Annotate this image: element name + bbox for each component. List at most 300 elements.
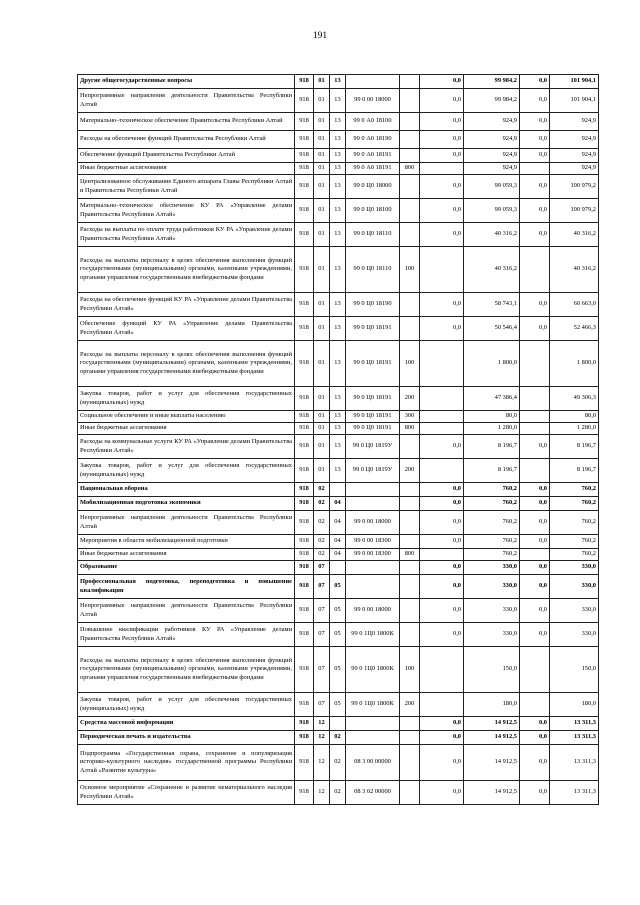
table-row — [78, 575, 599, 599]
cell-a: 918 — [295, 623, 314, 647]
cell-e — [400, 175, 420, 199]
cell-g: 924,9 — [464, 163, 520, 175]
cell-i: 760,2 — [550, 483, 599, 497]
cell-h: 0,0 — [520, 561, 550, 575]
cell-c: 13 — [330, 149, 346, 163]
cell-d: 99 0 00 18000 — [346, 89, 400, 113]
cell-f: 0,0 — [420, 149, 464, 163]
cell-e — [400, 317, 420, 341]
cell-e — [400, 199, 420, 223]
cell-f: 0,0 — [420, 317, 464, 341]
cell-d: 08 3 02 00000 — [346, 781, 400, 805]
cell-f: 0,0 — [420, 75, 464, 89]
cell-d: 99 0 Ц0 18190 — [346, 293, 400, 317]
cell-b: 01 — [314, 423, 330, 435]
cell-h — [520, 411, 550, 423]
cell-a: 918 — [295, 497, 314, 511]
cell-g: 330,0 — [464, 575, 520, 599]
cell-b: 01 — [314, 387, 330, 411]
cell-h: 0,0 — [520, 575, 550, 599]
cell-i: 13 311,3 — [550, 717, 599, 731]
cell-g: 180,0 — [464, 693, 520, 717]
cell-c: 02 — [330, 781, 346, 805]
cell-b: 01 — [314, 293, 330, 317]
budget-table — [77, 74, 599, 805]
cell-g: 760,2 — [464, 483, 520, 497]
cell-g: 40 316,2 — [464, 223, 520, 247]
cell-h: 0,0 — [520, 781, 550, 805]
cell-c: 05 — [330, 647, 346, 693]
cell-name: Обеспечение функций Правительства Республики Алтай — [78, 149, 295, 163]
cell-b: 12 — [314, 745, 330, 781]
cell-f: 0,0 — [420, 89, 464, 113]
cell-d — [346, 483, 400, 497]
cell-d — [346, 75, 400, 89]
cell-d: 99 0 Ц0 1819У — [346, 435, 400, 459]
cell-f — [420, 341, 464, 387]
cell-e — [400, 535, 420, 549]
cell-b: 01 — [314, 317, 330, 341]
cell-c: 05 — [330, 623, 346, 647]
cell-name: Другие общегосударственные вопросы — [78, 75, 295, 89]
cell-h: 0,0 — [520, 623, 550, 647]
table-row — [78, 89, 599, 113]
cell-name: Образование — [78, 561, 295, 575]
cell-a: 918 — [295, 317, 314, 341]
cell-b: 01 — [314, 199, 330, 223]
cell-i: 330,0 — [550, 575, 599, 599]
cell-e — [400, 511, 420, 535]
table-row — [78, 435, 599, 459]
cell-name: Мобилизационная подготовка экономики — [78, 497, 295, 511]
cell-c — [330, 561, 346, 575]
cell-g: 330,0 — [464, 599, 520, 623]
cell-g: 80,0 — [464, 411, 520, 423]
cell-c: 04 — [330, 511, 346, 535]
cell-f: 0,0 — [420, 745, 464, 781]
cell-b: 07 — [314, 575, 330, 599]
cell-a: 918 — [295, 781, 314, 805]
cell-i: 40 316,2 — [550, 223, 599, 247]
cell-name: Непрограммные направления деятельности Правительства Республики Алтай — [78, 511, 295, 535]
cell-a: 918 — [295, 549, 314, 561]
cell-d: 99 0 Ц0 18110 — [346, 223, 400, 247]
cell-h: 0,0 — [520, 131, 550, 149]
cell-e: 800 — [400, 549, 420, 561]
cell-c: 13 — [330, 435, 346, 459]
cell-name: Материально–техническое обеспечение Правительства Республики Алтай — [78, 113, 295, 131]
cell-a: 918 — [295, 745, 314, 781]
cell-name: Расходы на коммунальные услуги КУ РА «Управление делами Правительства Республики Алтай» — [78, 435, 295, 459]
cell-e: 100 — [400, 647, 420, 693]
cell-name: Расходы на выплаты персоналу в целях обеспечения выполнения функций государственными (муниципальными) органами, казенными учреждениями, органами управления государственными внебюджетными фондами — [78, 341, 295, 387]
cell-c: 05 — [330, 599, 346, 623]
cell-e: 200 — [400, 693, 420, 717]
cell-name: Профессиональная подготовка, переподготовка и повышение квалификации — [78, 575, 295, 599]
cell-a: 918 — [295, 113, 314, 131]
cell-d: 99 0 00 18000 — [346, 599, 400, 623]
cell-e — [400, 293, 420, 317]
cell-name: Материально–техническое обеспечение КУ РА «Управление делами Правительства Республики Алтай» — [78, 199, 295, 223]
cell-d: 99 0 Ц0 18100 — [346, 199, 400, 223]
cell-e — [400, 561, 420, 575]
cell-b: 02 — [314, 549, 330, 561]
table-row — [78, 561, 599, 575]
cell-i: 100 979,2 — [550, 175, 599, 199]
cell-f: 0,0 — [420, 575, 464, 599]
cell-g: 14 912,5 — [464, 745, 520, 781]
table-row — [78, 131, 599, 149]
cell-b: 02 — [314, 535, 330, 549]
cell-f: 0,0 — [420, 113, 464, 131]
cell-i: 760,2 — [550, 511, 599, 535]
cell-i: 760,2 — [550, 535, 599, 549]
cell-name: Повышение квалификации работников КУ РА «Управление делами Правительства Республики Алтай» — [78, 623, 295, 647]
cell-b: 01 — [314, 459, 330, 483]
cell-f — [420, 411, 464, 423]
cell-e — [400, 435, 420, 459]
cell-g: 50 546,4 — [464, 317, 520, 341]
cell-g: 14 912,5 — [464, 731, 520, 745]
cell-h: 0,0 — [520, 511, 550, 535]
cell-name: Закупка товаров, работ и услуг для обеспечения государственных (муниципальных) нужд — [78, 387, 295, 411]
cell-i: 150,0 — [550, 647, 599, 693]
cell-b: 01 — [314, 411, 330, 423]
table-row — [78, 247, 599, 293]
cell-h: 0,0 — [520, 483, 550, 497]
cell-f — [420, 647, 464, 693]
cell-i: 8 196,7 — [550, 459, 599, 483]
cell-g: 760,2 — [464, 549, 520, 561]
cell-name: Расходы на выплаты по оплате труда работников КУ РА «Управление делами Правительства Республики Алтай» — [78, 223, 295, 247]
table-row — [78, 341, 599, 387]
cell-d: 99 0 Ц0 18110 — [346, 247, 400, 293]
cell-c: 13 — [330, 293, 346, 317]
cell-i: 52 466,3 — [550, 317, 599, 341]
cell-a: 918 — [295, 561, 314, 575]
cell-i: 13 311,3 — [550, 745, 599, 781]
cell-h — [520, 387, 550, 411]
cell-b: 12 — [314, 731, 330, 745]
cell-e: 300 — [400, 411, 420, 423]
cell-c: 13 — [330, 459, 346, 483]
table-row — [78, 175, 599, 199]
cell-b: 07 — [314, 599, 330, 623]
cell-c: 13 — [330, 387, 346, 411]
cell-name: Социальное обеспечение и иные выплаты населению — [78, 411, 295, 423]
cell-g: 99 059,3 — [464, 199, 520, 223]
cell-name: Расходы на выплаты персоналу в целях обеспечения выполнения функций государственными (муниципальными) органами, казенными учреждениями, органами управления государственными внебюджетными фондами — [78, 247, 295, 293]
cell-h — [520, 247, 550, 293]
cell-e: 200 — [400, 459, 420, 483]
cell-c: 13 — [330, 175, 346, 199]
cell-g: 924,9 — [464, 113, 520, 131]
cell-a: 918 — [295, 435, 314, 459]
cell-a: 918 — [295, 717, 314, 731]
cell-g: 150,0 — [464, 647, 520, 693]
cell-g: 330,0 — [464, 561, 520, 575]
cell-b: 01 — [314, 163, 330, 175]
cell-h — [520, 549, 550, 561]
table-row — [78, 511, 599, 535]
cell-d: 99 0 Ц0 18191 — [346, 411, 400, 423]
cell-f — [420, 423, 464, 435]
cell-h: 0,0 — [520, 293, 550, 317]
cell-h: 0,0 — [520, 223, 550, 247]
cell-i: 80,0 — [550, 411, 599, 423]
cell-e — [400, 89, 420, 113]
cell-e: 100 — [400, 247, 420, 293]
cell-f: 0,0 — [420, 511, 464, 535]
cell-f — [420, 247, 464, 293]
cell-b: 01 — [314, 175, 330, 199]
cell-f — [420, 387, 464, 411]
cell-i: 760,2 — [550, 549, 599, 561]
cell-i: 101 904,1 — [550, 75, 599, 89]
cell-i: 924,9 — [550, 149, 599, 163]
table-row — [78, 149, 599, 163]
cell-a: 918 — [295, 575, 314, 599]
table-row — [78, 731, 599, 745]
cell-d: 99 0 Ц0 18191 — [346, 341, 400, 387]
cell-a: 918 — [295, 387, 314, 411]
cell-b: 12 — [314, 717, 330, 731]
cell-name: Централизованное обслуживание Единого аппарата Главы Республики Алтай и Правительства Республики Алтай — [78, 175, 295, 199]
cell-h: 0,0 — [520, 75, 550, 89]
cell-c: 13 — [330, 163, 346, 175]
cell-a: 918 — [295, 163, 314, 175]
cell-c: 02 — [330, 731, 346, 745]
cell-e — [400, 575, 420, 599]
cell-g: 1 800,0 — [464, 341, 520, 387]
table-row — [78, 411, 599, 423]
cell-i: 8 196,7 — [550, 435, 599, 459]
cell-i: 1 280,0 — [550, 423, 599, 435]
cell-f: 0,0 — [420, 535, 464, 549]
cell-a: 918 — [295, 75, 314, 89]
cell-i: 40 316,2 — [550, 247, 599, 293]
cell-b: 07 — [314, 647, 330, 693]
cell-a: 918 — [295, 599, 314, 623]
cell-d: 99 0 Ц0 18191 — [346, 387, 400, 411]
cell-d: 99 0 00 18300 — [346, 549, 400, 561]
cell-f: 0,0 — [420, 599, 464, 623]
cell-d — [346, 575, 400, 599]
cell-h: 0,0 — [520, 435, 550, 459]
table-row — [78, 535, 599, 549]
page-number: 191 — [312, 31, 328, 41]
cell-d: 99 0 Ц0 18000 — [346, 175, 400, 199]
cell-h: 0,0 — [520, 89, 550, 113]
cell-b: 07 — [314, 561, 330, 575]
cell-i: 330,0 — [550, 599, 599, 623]
cell-b: 02 — [314, 497, 330, 511]
cell-f: 0,0 — [420, 293, 464, 317]
cell-name: Иные бюджетные ассигнования — [78, 549, 295, 561]
cell-b: 01 — [314, 341, 330, 387]
cell-d: 08 3 00 00000 — [346, 745, 400, 781]
cell-b: 01 — [314, 75, 330, 89]
cell-i: 924,9 — [550, 131, 599, 149]
cell-h — [520, 163, 550, 175]
cell-d: 99 0 А0 18100 — [346, 113, 400, 131]
cell-i: 60 663,0 — [550, 293, 599, 317]
cell-h: 0,0 — [520, 317, 550, 341]
cell-e: 100 — [400, 341, 420, 387]
cell-c: 13 — [330, 423, 346, 435]
cell-name: Периодическая печать и издательства — [78, 731, 295, 745]
cell-name: Средства массовой информации — [78, 717, 295, 731]
cell-c: 13 — [330, 89, 346, 113]
cell-d: 99 0 А0 18191 — [346, 149, 400, 163]
cell-c: 04 — [330, 497, 346, 511]
cell-c: 13 — [330, 247, 346, 293]
cell-e — [400, 75, 420, 89]
cell-f: 0,0 — [420, 199, 464, 223]
cell-c: 04 — [330, 549, 346, 561]
cell-a: 918 — [295, 293, 314, 317]
cell-e — [400, 623, 420, 647]
cell-g: 8 196,7 — [464, 435, 520, 459]
table-row — [78, 781, 599, 805]
cell-b: 07 — [314, 693, 330, 717]
table-row — [78, 623, 599, 647]
cell-d: 99 0 00 18300 — [346, 535, 400, 549]
cell-a: 918 — [295, 341, 314, 387]
cell-e — [400, 717, 420, 731]
cell-b: 02 — [314, 511, 330, 535]
table-row — [78, 717, 599, 731]
cell-f — [420, 549, 464, 561]
cell-e — [400, 149, 420, 163]
table-row — [78, 483, 599, 497]
cell-e — [400, 745, 420, 781]
cell-name: Непрограммные направления деятельности Правительства Республики Алтай — [78, 599, 295, 623]
cell-e — [400, 113, 420, 131]
cell-i: 180,0 — [550, 693, 599, 717]
cell-d — [346, 717, 400, 731]
cell-f: 0,0 — [420, 781, 464, 805]
cell-i: 13 311,3 — [550, 781, 599, 805]
cell-f: 0,0 — [420, 223, 464, 247]
cell-c: 13 — [330, 411, 346, 423]
cell-i: 101 904,1 — [550, 89, 599, 113]
cell-b: 07 — [314, 623, 330, 647]
cell-h — [520, 341, 550, 387]
cell-name: Основное мероприятие «Сохранение и развитие нематериального наследия Республики Алтай» — [78, 781, 295, 805]
cell-g: 924,9 — [464, 131, 520, 149]
cell-e: 800 — [400, 423, 420, 435]
cell-a: 918 — [295, 411, 314, 423]
cell-i: 330,0 — [550, 623, 599, 647]
cell-i: 1 800,0 — [550, 341, 599, 387]
cell-g: 330,0 — [464, 623, 520, 647]
cell-g: 14 912,5 — [464, 717, 520, 731]
cell-g: 14 912,5 — [464, 781, 520, 805]
cell-a: 918 — [295, 459, 314, 483]
table-row — [78, 423, 599, 435]
cell-c: 13 — [330, 341, 346, 387]
cell-b: 01 — [314, 149, 330, 163]
cell-d — [346, 731, 400, 745]
cell-a: 918 — [295, 423, 314, 435]
cell-g: 1 280,0 — [464, 423, 520, 435]
cell-d: 99 0 1Ц0 1800К — [346, 623, 400, 647]
cell-d: 99 0 А0 18191 — [346, 163, 400, 175]
table-row — [78, 549, 599, 561]
cell-h: 0,0 — [520, 535, 550, 549]
cell-c: 13 — [330, 317, 346, 341]
cell-name: Расходы на обеспечение функций КУ РА «Управление делами Правительства Республики Алтай» — [78, 293, 295, 317]
cell-d: 99 0 Ц0 1819У — [346, 459, 400, 483]
cell-f: 0,0 — [420, 131, 464, 149]
cell-f: 0,0 — [420, 483, 464, 497]
cell-h: 0,0 — [520, 717, 550, 731]
cell-g: 99 984,2 — [464, 75, 520, 89]
cell-f — [420, 693, 464, 717]
cell-e — [400, 223, 420, 247]
cell-name: Иные бюджетные ассигнования — [78, 163, 295, 175]
cell-name: Закупка товаров, работ и услуг для обеспечения государственных (муниципальных) нужд — [78, 693, 295, 717]
cell-e — [400, 131, 420, 149]
cell-name: Иные бюджетные ассигнования — [78, 423, 295, 435]
cell-a: 918 — [295, 223, 314, 247]
cell-g: 8 196,7 — [464, 459, 520, 483]
cell-a: 918 — [295, 511, 314, 535]
cell-f: 0,0 — [420, 623, 464, 647]
cell-h — [520, 647, 550, 693]
table-row — [78, 199, 599, 223]
table-row — [78, 459, 599, 483]
cell-name: Расходы на обеспечение функций Правительства Республики Алтай — [78, 131, 295, 149]
cell-name: Подпрограмма «Государственная охрана, сохранение и популяризация историко-культурного наследия» государственной программы Республики Алтай «Развитие культуры» — [78, 745, 295, 781]
cell-a: 918 — [295, 647, 314, 693]
cell-g: 760,2 — [464, 511, 520, 535]
cell-a: 918 — [295, 693, 314, 717]
cell-i: 49 306,3 — [550, 387, 599, 411]
cell-g: 99 984,2 — [464, 89, 520, 113]
cell-h: 0,0 — [520, 175, 550, 199]
table-row — [78, 223, 599, 247]
cell-f: 0,0 — [420, 731, 464, 745]
cell-h — [520, 693, 550, 717]
cell-f: 0,0 — [420, 175, 464, 199]
cell-h: 0,0 — [520, 497, 550, 511]
cell-a: 918 — [295, 149, 314, 163]
cell-d: 99 0 А0 18190 — [346, 131, 400, 149]
cell-a: 918 — [295, 731, 314, 745]
cell-h — [520, 459, 550, 483]
cell-name: Мероприятия в области мобилизационной подготовки — [78, 535, 295, 549]
cell-h: 0,0 — [520, 745, 550, 781]
cell-g: 40 316,2 — [464, 247, 520, 293]
cell-c: 02 — [330, 745, 346, 781]
cell-f: 0,0 — [420, 497, 464, 511]
cell-i: 330,0 — [550, 561, 599, 575]
cell-c: 13 — [330, 75, 346, 89]
cell-c — [330, 483, 346, 497]
cell-h: 0,0 — [520, 199, 550, 223]
cell-d: 99 0 1Ц0 1800К — [346, 647, 400, 693]
cell-i: 924,9 — [550, 113, 599, 131]
cell-a: 918 — [295, 247, 314, 293]
cell-name: Непрограммные направления деятельности Правительства Республики Алтай — [78, 89, 295, 113]
table-row — [78, 745, 599, 781]
cell-i: 924,9 — [550, 163, 599, 175]
table-row — [78, 693, 599, 717]
cell-c: 13 — [330, 113, 346, 131]
cell-a: 918 — [295, 89, 314, 113]
